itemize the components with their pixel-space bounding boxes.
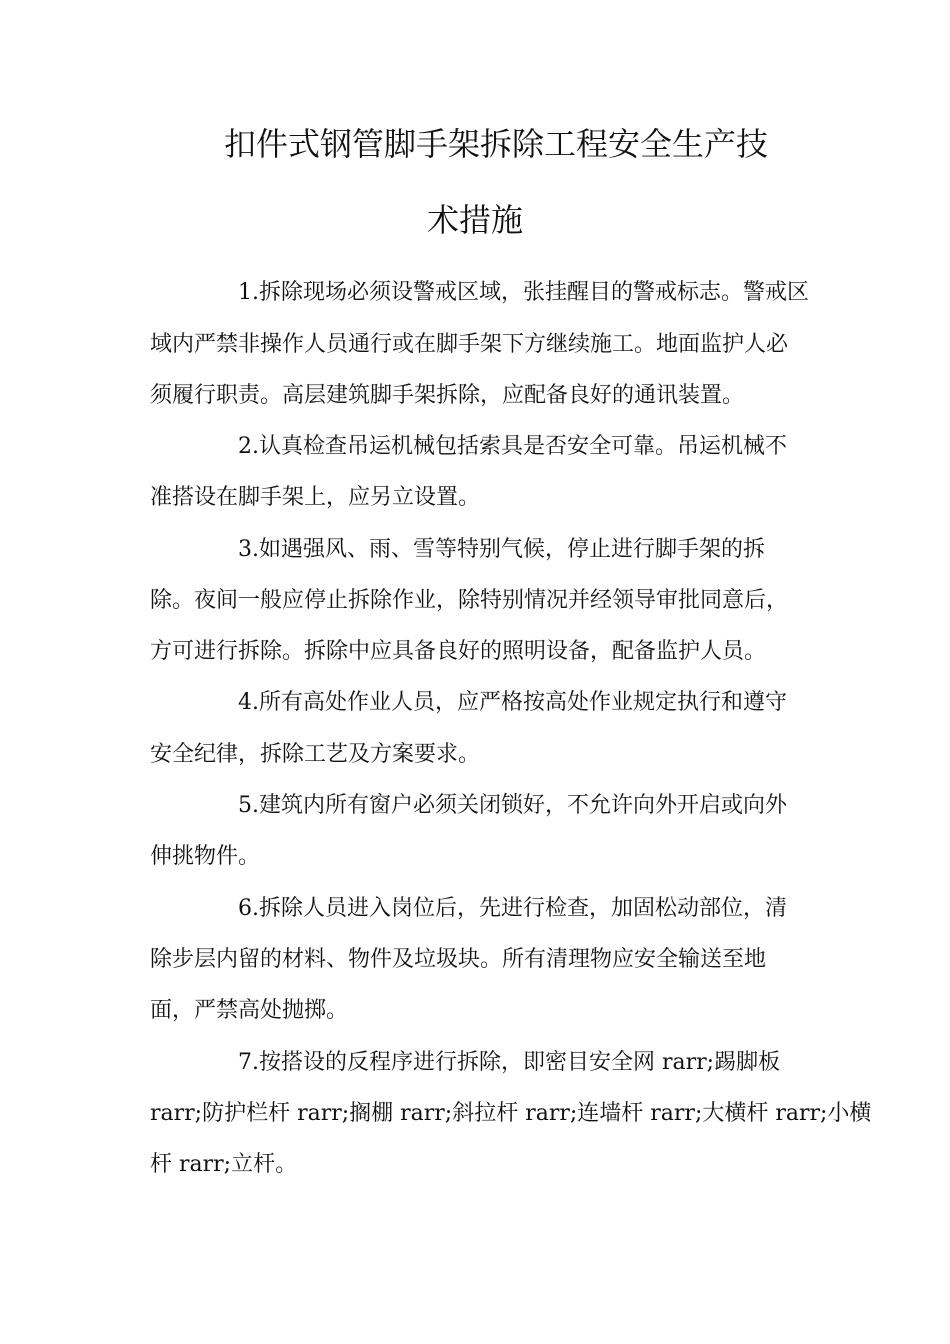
paragraph-7-line-3: 杆 rarr;立杆。 [150,1152,298,1177]
paragraph-4-line-2: 安全纪律，拆除工艺及方案要求。 [150,742,481,767]
paragraph-2-line-1: 2.认真检查吊运机械包括索具是否安全可靠。吊运机械不 [238,434,787,459]
document-title-line-1: 扣件式钢管脚手架拆除工程安全生产技 [224,125,769,163]
paragraph-7-line-1: 7.按搭设的反程序进行拆除，即密目安全网 rarr;踢脚板 [238,1050,781,1075]
paragraph-6-line-1: 6.拆除人员进入岗位后，先进行检查，加固松动部位，清 [238,896,787,921]
paragraph-1-line-1: 1.拆除现场必须设警戒区域，张挂醒目的警戒标志。警戒区 [238,280,809,305]
paragraph-5-line-1: 5.建筑内所有窗户必须关闭锁好，不允许向外开启或向外 [238,793,787,818]
paragraph-7-line-2: rarr;防护栏杆 rarr;搁棚 rarr;斜拉杆 rarr;连墙杆 rarr;大横杆 rarr;小横 [150,1101,872,1126]
paragraph-1-line-2: 域内严禁非操作人员通行或在脚手架下方继续施工。地面监护人必 [150,332,789,357]
document-title-line-2: 术措施 [426,201,523,239]
paragraph-2-line-2: 准搭设在脚手架上，应另立设置。 [150,485,481,510]
paragraph-3-line-2: 除。夜间一般应停止拆除作业，除特别情况并经领导审批同意后， [150,588,789,613]
paragraph-4-line-1: 4.所有高处作业人员，应严格按高处作业规定执行和遵守 [238,690,787,715]
paragraph-5-line-2: 伸挑物件。 [150,844,261,869]
paragraph-3-line-1: 3.如遇强风、雨、雪等特别气候，停止进行脚手架的拆 [238,537,765,562]
paragraph-3-line-3: 方可进行拆除。拆除中应具备良好的照明设备，配备监护人员。 [150,639,767,664]
paragraph-6-line-2: 除步层内留的材料、物件及垃圾块。所有清理物应安全输送至地 [150,947,767,972]
paragraph-1-line-3: 须履行职责。高层建筑脚手架拆除，应配备良好的通讯装置。 [150,383,745,408]
paragraph-6-line-3: 面，严禁高处抛掷。 [150,998,349,1023]
